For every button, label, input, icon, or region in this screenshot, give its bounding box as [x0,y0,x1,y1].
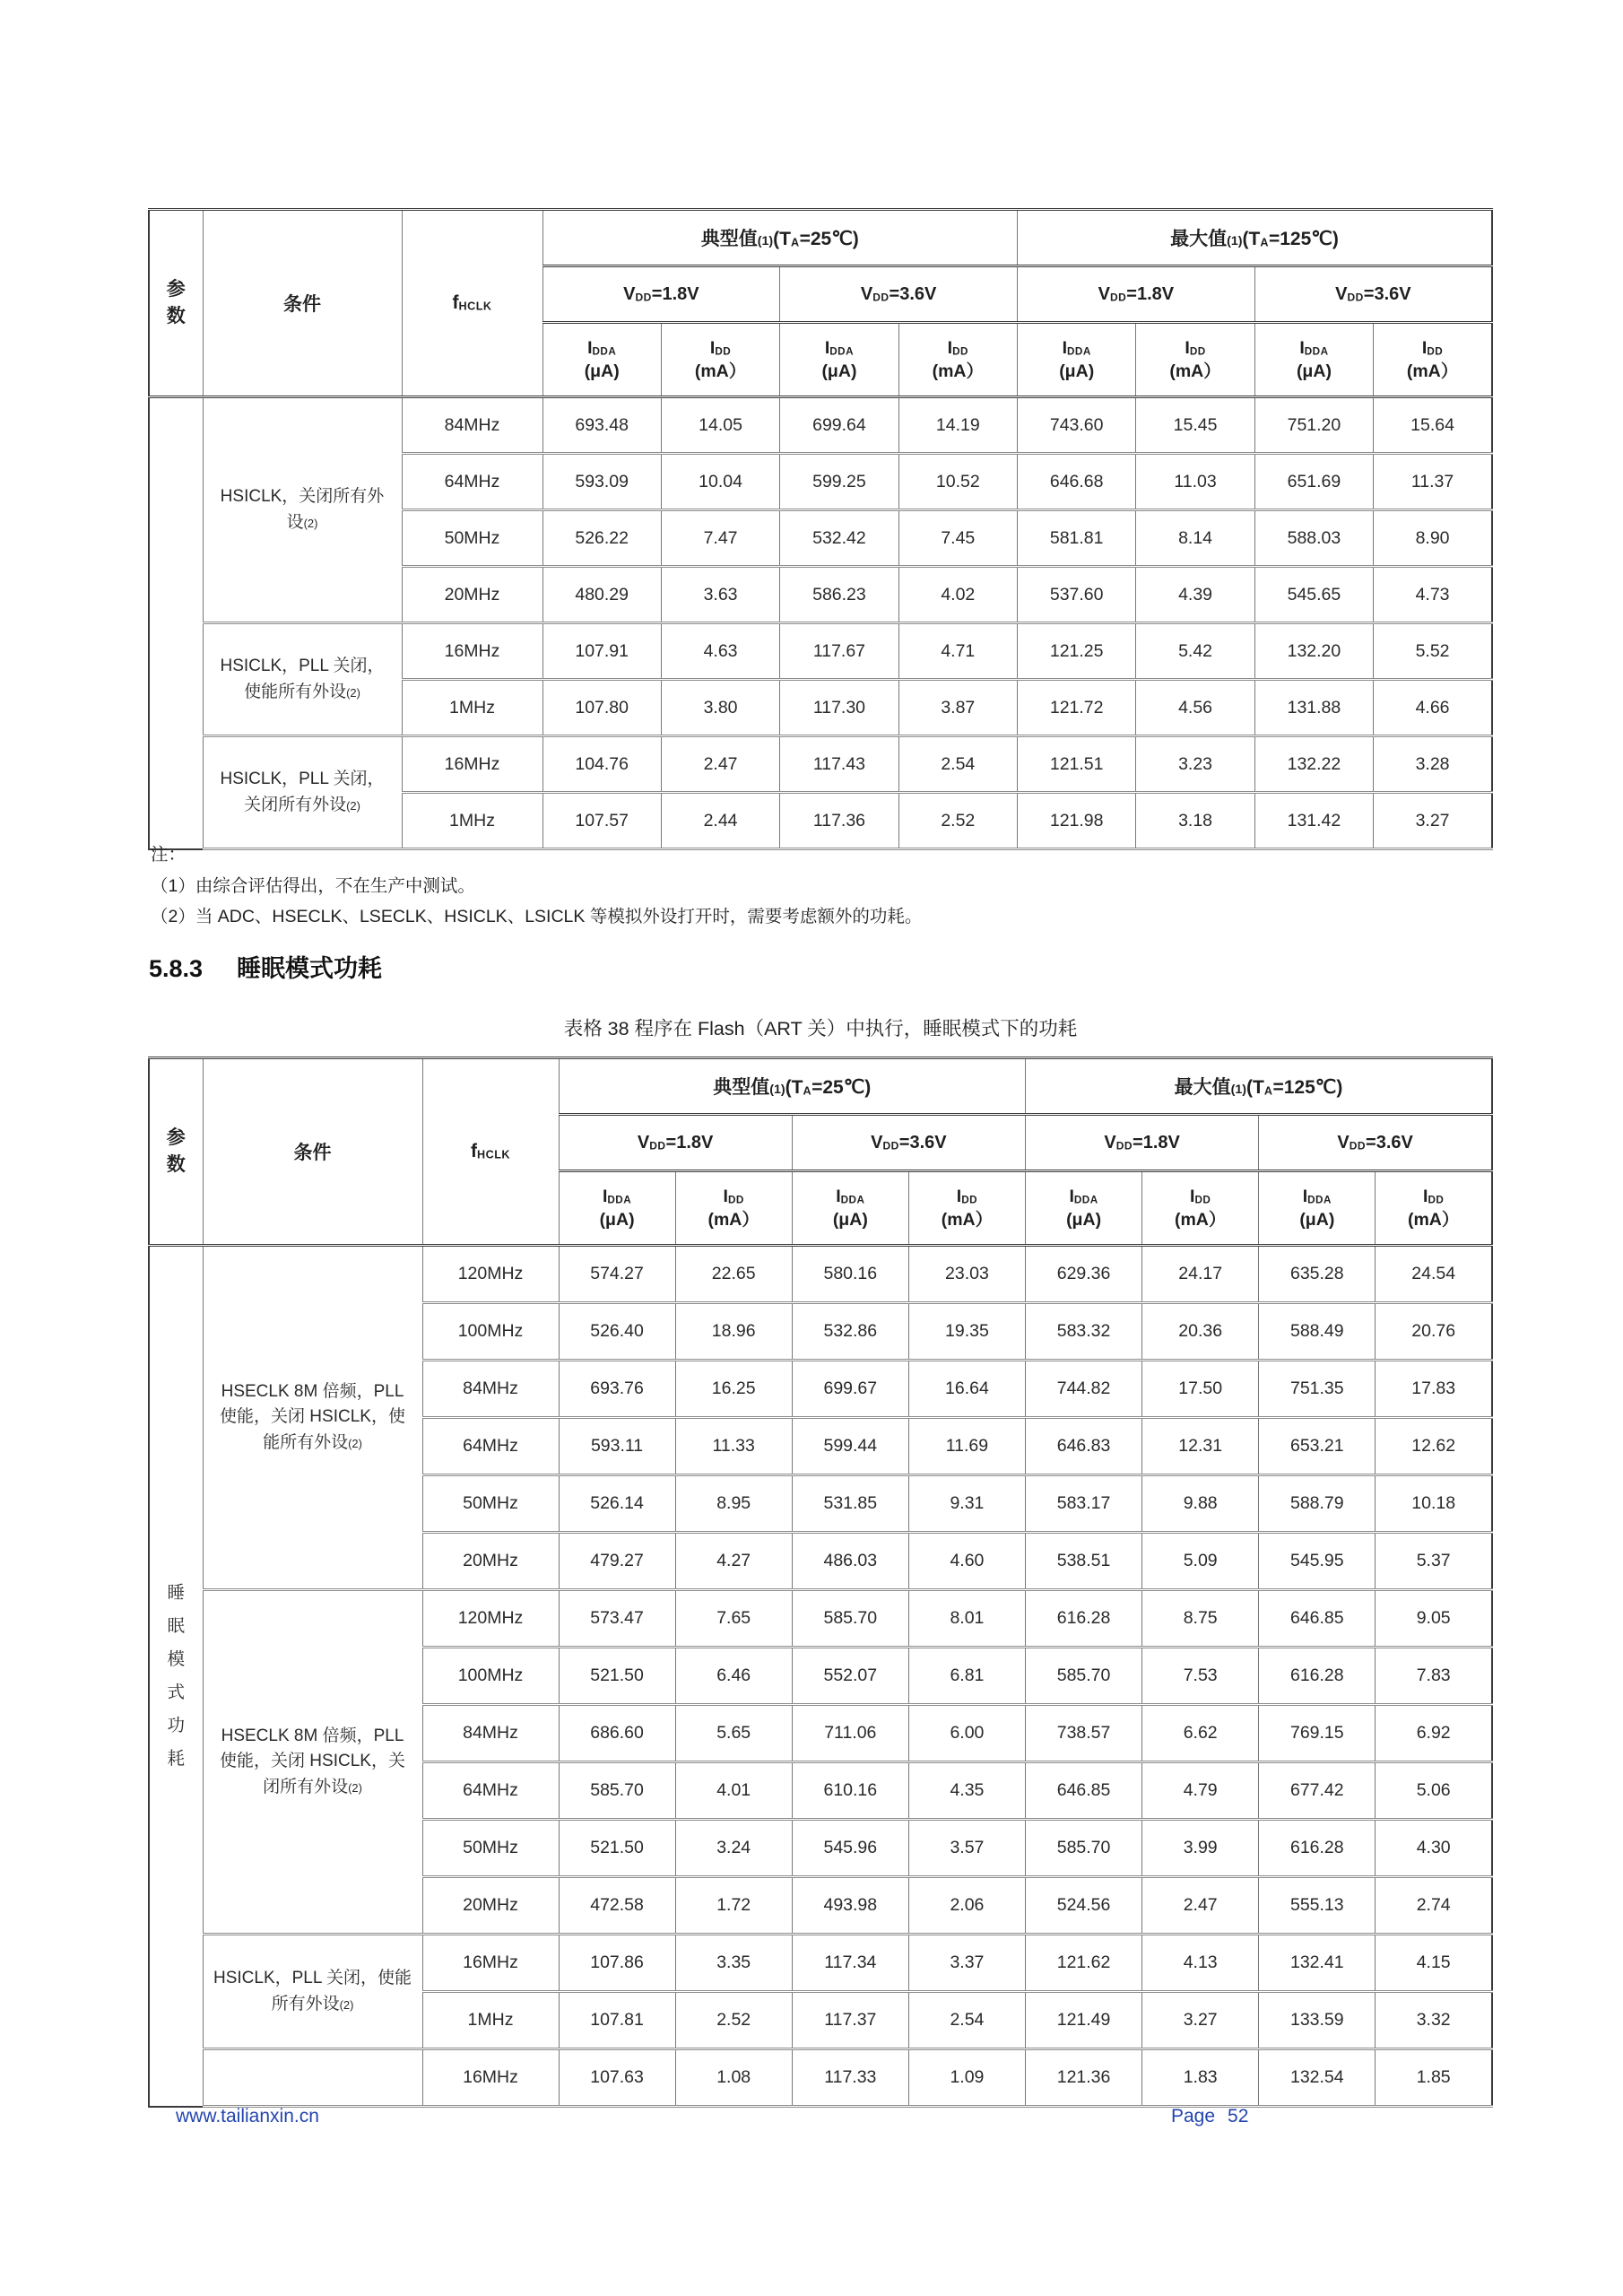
value-cell: 743.60 [1018,397,1136,454]
value-cell: 107.57 [542,793,661,849]
header-idd: IDD (mA） [1374,323,1492,397]
value-cell: 107.80 [542,680,661,736]
header-idda: IDDA (μA) [1018,323,1136,397]
notes-label: 注： [151,845,187,865]
header-fhclk: fHCLK [402,210,542,397]
value-cell: 9.05 [1376,1590,1492,1648]
header-idda: IDDA (μA) [792,1171,908,1246]
fhclk-value-cell: 16MHz [402,736,542,793]
page-number: Page 52 [1171,2106,1249,2126]
value-cell: 479.27 [559,1533,675,1590]
value-cell: 19.35 [908,1303,1025,1361]
value-cell: 635.28 [1259,1246,1376,1303]
value-cell: 6.81 [908,1648,1025,1705]
value-cell: 3.27 [1374,793,1492,849]
value-cell: 8.14 [1136,510,1254,567]
header-vdd-3v6: VDD=3.6V [1259,1115,1492,1171]
value-cell: 107.81 [559,1992,675,2049]
header-condition: 条件 [203,210,402,397]
fhclk-value-cell: 84MHz [422,1361,559,1418]
value-cell: 3.37 [908,1935,1025,1992]
value-cell: 24.17 [1142,1246,1259,1303]
value-cell: 3.99 [1142,1820,1259,1877]
value-cell: 610.16 [792,1762,908,1820]
value-cell: 574.27 [559,1246,675,1303]
value-cell: 117.30 [780,680,898,736]
value-cell: 10.18 [1376,1475,1492,1533]
value-cell: 493.98 [792,1877,908,1935]
value-cell: 583.32 [1026,1303,1142,1361]
value-cell: 4.60 [908,1533,1025,1590]
value-cell: 646.68 [1018,454,1136,510]
value-cell: 133.59 [1259,1992,1376,2049]
header-idd: IDD (mA） [661,323,779,397]
value-cell: 5.06 [1376,1762,1492,1820]
value-cell: 526.40 [559,1303,675,1361]
value-cell: 11.37 [1374,454,1492,510]
value-cell: 531.85 [792,1475,908,1533]
value-cell: 5.37 [1376,1533,1492,1590]
value-cell: 555.13 [1259,1877,1376,1935]
value-cell: 11.69 [908,1418,1025,1475]
header-vdd-1v8: VDD=1.8V [1018,266,1255,323]
condition-cell: HSICLK，关闭所有外设(2) [203,397,402,623]
header-idda: IDDA (μA) [1259,1171,1376,1246]
table-caption: 表格 38 程序在 Flash（ART 关）中执行，睡眠模式下的功耗 [563,1018,1078,1039]
note-2: （2）当 ADC、HSECLK、LSECLK、HSICLK、LSICLK 等模拟外设打开时，需要考虑额外的功耗。 [151,907,923,927]
value-cell: 6.92 [1376,1705,1492,1762]
value-cell: 585.70 [1026,1820,1142,1877]
value-cell: 581.81 [1018,510,1136,567]
value-cell: 545.96 [792,1820,908,1877]
value-cell: 769.15 [1259,1705,1376,1762]
fhclk-value-cell: 100MHz [422,1303,559,1361]
value-cell: 646.83 [1026,1418,1142,1475]
value-cell: 7.47 [661,510,779,567]
value-cell: 699.67 [792,1361,908,1418]
fhclk-value-cell: 120MHz [422,1246,559,1303]
power-table-sleep-mode [148,1057,1493,2108]
fhclk-value-cell: 50MHz [422,1820,559,1877]
value-cell: 5.52 [1374,623,1492,680]
value-cell: 117.33 [792,2049,908,2107]
value-cell: 2.54 [908,1992,1025,2049]
value-cell: 538.51 [1026,1533,1142,1590]
value-cell: 4.56 [1136,680,1254,736]
value-cell: 4.71 [898,623,1017,680]
value-cell: 7.83 [1376,1648,1492,1705]
fhclk-value-cell: 16MHz [422,1935,559,1992]
header-idda: IDDA (μA) [780,323,898,397]
value-cell: 3.18 [1136,793,1254,849]
power-table-run-mode [148,208,1493,850]
value-cell: 3.63 [661,567,779,623]
value-cell: 3.80 [661,680,779,736]
value-cell: 8.95 [675,1475,792,1533]
value-cell: 3.57 [908,1820,1025,1877]
value-cell: 24.54 [1376,1246,1492,1303]
header-idda: IDDA (μA) [542,323,661,397]
value-cell: 117.37 [792,1992,908,2049]
value-cell: 121.49 [1026,1992,1142,2049]
value-cell: 751.20 [1254,397,1373,454]
value-cell: 121.51 [1018,736,1136,793]
header-vdd-3v6: VDD=3.6V [1254,266,1492,323]
value-cell: 7.45 [898,510,1017,567]
value-cell: 4.01 [675,1762,792,1820]
fhclk-value-cell: 64MHz [402,454,542,510]
value-cell: 4.30 [1376,1820,1492,1877]
value-cell: 3.87 [898,680,1017,736]
value-cell: 104.76 [542,736,661,793]
condition-cell: HSICLK，PLL 关闭，使能所有外设(2) [203,1935,422,2049]
value-cell: 22.65 [675,1246,792,1303]
value-cell: 131.42 [1254,793,1373,849]
value-cell: 6.62 [1142,1705,1259,1762]
value-cell: 521.50 [559,1648,675,1705]
value-cell: 4.35 [908,1762,1025,1820]
value-cell: 693.48 [542,397,661,454]
fhclk-value-cell: 50MHz [422,1475,559,1533]
value-cell: 751.35 [1259,1361,1376,1418]
value-cell: 711.06 [792,1705,908,1762]
value-cell: 15.64 [1374,397,1492,454]
value-cell: 117.67 [780,623,898,680]
header-idda: IDDA (μA) [1026,1171,1142,1246]
header-typical: 典型值(1)(TA=25℃) [542,210,1018,266]
fhclk-value-cell: 84MHz [402,397,542,454]
value-cell: 121.72 [1018,680,1136,736]
value-cell: 588.03 [1254,510,1373,567]
value-cell: 23.03 [908,1246,1025,1303]
fhclk-value-cell: 50MHz [402,510,542,567]
header-vdd-1v8: VDD=1.8V [542,266,780,323]
value-cell: 585.70 [1026,1648,1142,1705]
value-cell: 646.85 [1026,1762,1142,1820]
value-cell: 646.85 [1259,1590,1376,1648]
value-cell: 18.96 [675,1303,792,1361]
value-cell: 107.63 [559,2049,675,2107]
value-cell: 521.50 [559,1820,675,1877]
value-cell: 4.02 [898,567,1017,623]
value-cell: 585.70 [792,1590,908,1648]
value-cell: 6.46 [675,1648,792,1705]
value-cell: 693.76 [559,1361,675,1418]
value-cell: 117.43 [780,736,898,793]
value-cell: 4.39 [1136,567,1254,623]
value-cell: 121.62 [1026,1935,1142,1992]
table-notes [151,839,922,933]
value-cell: 586.23 [780,567,898,623]
value-cell: 532.42 [780,510,898,567]
value-cell: 573.47 [559,1590,675,1648]
value-cell: 3.24 [675,1820,792,1877]
header-idd: IDD (mA） [908,1171,1025,1246]
header-idda: IDDA (μA) [559,1171,675,1246]
condition-cell: HSICLK，PLL 关闭，使能所有外设(2) [203,623,402,736]
header-idd: IDD (mA） [898,323,1017,397]
value-cell: 599.44 [792,1418,908,1475]
fhclk-value-cell: 1MHz [402,680,542,736]
value-cell: 1.85 [1376,2049,1492,2107]
value-cell: 7.65 [675,1590,792,1648]
header-typical: 典型值(1)(TA=25℃) [559,1058,1026,1115]
value-cell: 699.64 [780,397,898,454]
value-cell: 131.88 [1254,680,1373,736]
value-cell: 2.52 [675,1992,792,2049]
value-cell: 526.14 [559,1475,675,1533]
value-cell: 2.74 [1376,1877,1492,1935]
value-cell: 651.69 [1254,454,1373,510]
section-number: 5.8.3 [149,955,204,982]
note-1: （1）由综合评估得出，不在生产中测试。 [151,875,475,896]
value-cell: 4.73 [1374,567,1492,623]
value-cell: 532.86 [792,1303,908,1361]
value-cell: 486.03 [792,1533,908,1590]
value-cell: 17.50 [1142,1361,1259,1418]
value-cell: 552.07 [792,1648,908,1705]
header-vdd-3v6: VDD=3.6V [780,266,1018,323]
header-idd: IDD (mA） [1136,323,1254,397]
value-cell: 526.22 [542,510,661,567]
value-cell: 583.17 [1026,1475,1142,1533]
value-cell: 524.56 [1026,1877,1142,1935]
value-cell: 545.95 [1259,1533,1376,1590]
value-cell: 5.65 [675,1705,792,1762]
value-cell: 107.86 [559,1935,675,1992]
value-cell: 6.00 [908,1705,1025,1762]
value-cell: 8.01 [908,1590,1025,1648]
fhclk-value-cell: 64MHz [422,1418,559,1475]
value-cell: 17.83 [1376,1361,1492,1418]
value-cell: 686.60 [559,1705,675,1762]
header-fhclk: fHCLK [422,1058,559,1246]
value-cell: 2.54 [898,736,1017,793]
value-cell: 14.19 [898,397,1017,454]
header-idd: IDD (mA） [675,1171,792,1246]
value-cell: 10.04 [661,454,779,510]
value-cell: 3.32 [1376,1992,1492,2049]
value-cell: 16.64 [908,1361,1025,1418]
value-cell: 121.98 [1018,793,1136,849]
value-cell: 480.29 [542,567,661,623]
header-vdd-1v8: VDD=1.8V [559,1115,792,1171]
value-cell: 537.60 [1018,567,1136,623]
value-cell: 3.27 [1142,1992,1259,2049]
fhclk-value-cell: 1MHz [422,1992,559,2049]
value-cell: 653.21 [1259,1418,1376,1475]
value-cell: 4.15 [1376,1935,1492,1992]
value-cell: 1.72 [675,1877,792,1935]
header-idda: IDDA (μA) [1254,323,1373,397]
value-cell: 588.79 [1259,1475,1376,1533]
value-cell: 12.62 [1376,1418,1492,1475]
value-cell: 11.03 [1136,454,1254,510]
value-cell: 14.05 [661,397,779,454]
value-cell: 4.27 [675,1533,792,1590]
param-column-body: 睡眠模式功耗 [149,1246,203,2107]
value-cell: 4.79 [1142,1762,1259,1820]
value-cell: 10.52 [898,454,1017,510]
value-cell: 3.35 [675,1935,792,1992]
value-cell: 2.06 [908,1877,1025,1935]
fhclk-value-cell: 20MHz [422,1533,559,1590]
value-cell: 2.44 [661,793,779,849]
header-param: 参数 [149,1058,203,1246]
value-cell: 744.82 [1026,1361,1142,1418]
value-cell: 12.31 [1142,1418,1259,1475]
value-cell: 616.28 [1026,1590,1142,1648]
value-cell: 677.42 [1259,1762,1376,1820]
condition-cell [203,2049,422,2107]
value-cell: 616.28 [1259,1648,1376,1705]
value-cell: 121.36 [1026,2049,1142,2107]
fhclk-value-cell: 84MHz [422,1705,559,1762]
value-cell: 545.65 [1254,567,1373,623]
value-cell: 2.52 [898,793,1017,849]
section-title: 睡眠模式功耗 [237,955,383,982]
fhclk-value-cell: 120MHz [422,1590,559,1648]
fhclk-value-cell: 16MHz [422,2049,559,2107]
value-cell: 132.41 [1259,1935,1376,1992]
fhclk-value-cell: 16MHz [402,623,542,680]
value-cell: 9.88 [1142,1475,1259,1533]
value-cell: 738.57 [1026,1705,1142,1762]
header-idd: IDD (mA） [1142,1171,1259,1246]
condition-cell: HSICLK，PLL 关闭，关闭所有外设(2) [203,736,402,849]
value-cell: 9.31 [908,1475,1025,1533]
value-cell: 117.36 [780,793,898,849]
value-cell: 132.22 [1254,736,1373,793]
value-cell: 585.70 [559,1762,675,1820]
value-cell: 4.63 [661,623,779,680]
value-cell: 20.36 [1142,1303,1259,1361]
value-cell: 588.49 [1259,1303,1376,1361]
value-cell: 599.25 [780,454,898,510]
value-cell: 8.90 [1374,510,1492,567]
value-cell: 4.13 [1142,1935,1259,1992]
fhclk-value-cell: 64MHz [422,1762,559,1820]
value-cell: 11.33 [675,1418,792,1475]
header-condition: 条件 [203,1058,422,1246]
value-cell: 132.20 [1254,623,1373,680]
value-cell: 616.28 [1259,1820,1376,1877]
value-cell: 20.76 [1376,1303,1492,1361]
fhclk-value-cell: 20MHz [402,567,542,623]
value-cell: 117.34 [792,1935,908,1992]
header-param: 参数 [149,210,203,397]
value-cell: 16.25 [675,1361,792,1418]
header-vdd-3v6: VDD=3.6V [792,1115,1025,1171]
header-vdd-1v8: VDD=1.8V [1026,1115,1259,1171]
header-idd: IDD (mA） [1376,1171,1492,1246]
value-cell: 593.11 [559,1418,675,1475]
value-cell: 107.91 [542,623,661,680]
section-heading [149,949,382,984]
fhclk-value-cell: 100MHz [422,1648,559,1705]
value-cell: 5.42 [1136,623,1254,680]
value-cell: 8.75 [1142,1590,1259,1648]
value-cell: 1.83 [1142,2049,1259,2107]
value-cell: 580.16 [792,1246,908,1303]
value-cell: 3.28 [1374,736,1492,793]
value-cell: 2.47 [1142,1877,1259,1935]
value-cell: 3.23 [1136,736,1254,793]
value-cell: 629.36 [1026,1246,1142,1303]
value-cell: 472.58 [559,1877,675,1935]
header-maximum: 最大值(1)(TA=125℃) [1018,210,1493,266]
website-link[interactable]: www.tailianxin.cn [176,2106,319,2126]
condition-cell: HSECLK 8M 倍频，PLL 使能，关闭 HSICLK，关闭所有外设(2) [203,1590,422,1935]
value-cell: 4.66 [1374,680,1492,736]
condition-cell: HSECLK 8M 倍频，PLL 使能，关闭 HSICLK，使能所有外设(2) [203,1246,422,1590]
value-cell: 7.53 [1142,1648,1259,1705]
value-cell: 2.47 [661,736,779,793]
value-cell: 15.45 [1136,397,1254,454]
param-column-body [149,397,203,849]
fhclk-value-cell: 20MHz [422,1877,559,1935]
value-cell: 132.54 [1259,2049,1376,2107]
value-cell: 1.08 [675,2049,792,2107]
header-maximum: 最大值(1)(TA=125℃) [1026,1058,1493,1115]
fhclk-value-cell: 1MHz [402,793,542,849]
value-cell: 5.09 [1142,1533,1259,1590]
value-cell: 1.09 [908,2049,1025,2107]
value-cell: 593.09 [542,454,661,510]
value-cell: 121.25 [1018,623,1136,680]
